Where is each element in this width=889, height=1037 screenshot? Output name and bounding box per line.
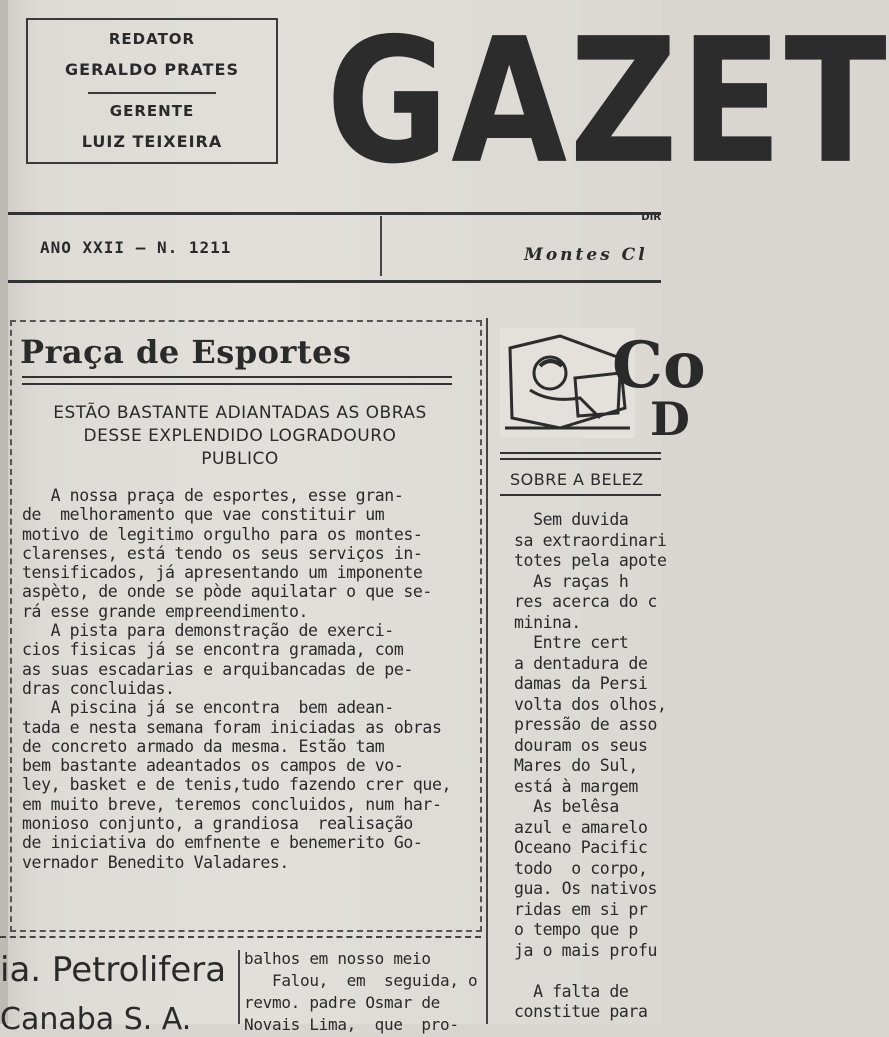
right-column-rule-1 bbox=[500, 452, 661, 454]
right-column-line: Sem duvida bbox=[514, 510, 629, 529]
article-line: A nossa praça de esportes, esse gran- bbox=[22, 486, 404, 505]
right-column-line: azul e amarelo bbox=[514, 817, 648, 837]
article-line: as suas escadarias e arquibancadas de pe- bbox=[22, 659, 413, 679]
issue-number: ANO XXII — N. 1211 bbox=[40, 238, 232, 257]
ad-company-name: ia. Petrolifera bbox=[0, 950, 227, 990]
right-column-line: res acerca do c bbox=[514, 592, 658, 611]
right-column bbox=[490, 320, 706, 1024]
article-subhead bbox=[30, 402, 450, 471]
previous-page-edge bbox=[0, 0, 8, 1024]
right-column-line: douram os seus bbox=[514, 735, 648, 755]
right-column-rule-2 bbox=[500, 458, 661, 460]
right-column-body bbox=[514, 510, 667, 1023]
article-line: em muito breve, teremos concluidos, num har- bbox=[22, 794, 442, 814]
right-column-line: A falta de bbox=[514, 981, 629, 1001]
article-line: monioso conjunto, a grandiosa realisação bbox=[22, 814, 413, 834]
right-column-line: ridas em si pr bbox=[514, 899, 648, 919]
article-line: cios fisicas já se encontra gramada, com bbox=[22, 640, 404, 660]
column-title-fragment: D bbox=[650, 392, 690, 446]
gerente-label: GERENTE bbox=[109, 102, 195, 120]
bottom-middle-line: Falou, em seguida, o bbox=[244, 971, 478, 990]
right-column-line: todo o corpo, bbox=[514, 858, 648, 878]
article-line: A piscina já se encontra bem adean- bbox=[22, 698, 394, 718]
staff-box bbox=[26, 18, 278, 164]
right-column-line: totes pela apote bbox=[514, 551, 667, 570]
bottom-middle-line: balhos em nosso meio bbox=[244, 949, 431, 968]
article-line: tada e nesta semana foram iniciadas as obras bbox=[22, 717, 442, 737]
article-line: de concreto armado da mesma. Estão tam bbox=[22, 736, 385, 756]
article-line: A pista para demonstração de exerci- bbox=[22, 621, 394, 641]
masthead-rule-top bbox=[8, 212, 661, 215]
article-line: bem bastante adeantados os campos de vo- bbox=[22, 756, 404, 776]
article-line: ley, basket e de tenis,tudo fazendo crer que, bbox=[22, 775, 452, 795]
right-column-line: damas da Persi bbox=[514, 674, 648, 693]
bottom-middle-line: Novais Lima, que pro- bbox=[244, 1015, 459, 1034]
article-line: motivo de legitimo orgulho para os montes- bbox=[22, 524, 423, 544]
article-line: de iniciativa do emfnente e benemerito Go- bbox=[22, 833, 423, 853]
column-divider bbox=[486, 318, 488, 1024]
article-line: vernador Benedito Valadares. bbox=[22, 852, 289, 872]
column-title-initial: Co bbox=[612, 328, 706, 403]
subhead-line: DESSE EXPLENDIDO LOGRADOURO bbox=[83, 426, 397, 446]
gerente-name: LUIZ TEIXEIRA bbox=[81, 132, 223, 151]
right-column-line: constitue para bbox=[514, 1002, 648, 1021]
right-column-line: a dentadura de bbox=[514, 653, 648, 673]
article-line: aspèto, de onde se pòde aquilatar o que se- bbox=[22, 582, 432, 602]
headline-rule-2 bbox=[22, 383, 452, 385]
bottom-divider bbox=[238, 950, 240, 1024]
headline-rule-1 bbox=[22, 376, 452, 378]
redator-label: REDATOR bbox=[108, 30, 196, 48]
right-column-heading: SOBRE A BELEZ bbox=[510, 470, 644, 489]
article-bottom-rule bbox=[0, 936, 481, 938]
right-column-line: Mares do Sul, bbox=[514, 756, 648, 775]
right-column-line: o tempo que p bbox=[514, 920, 638, 939]
right-column-line bbox=[514, 961, 667, 982]
info-bar-divider bbox=[380, 216, 382, 276]
masthead-rule-bottom bbox=[8, 280, 661, 283]
right-column-line: pressão de asso bbox=[514, 715, 658, 734]
bottom-middle-line: revmo. padre Osmar de bbox=[244, 993, 440, 1012]
right-column-line: Oceano Pacific bbox=[514, 838, 648, 857]
staff-divider bbox=[88, 92, 216, 94]
article-line: clarenses, está tendo os seus serviços in- bbox=[22, 543, 423, 563]
article-line: de melhoramento que vae constituir um bbox=[22, 505, 385, 525]
right-column-line: sa extraordinari bbox=[514, 530, 667, 550]
article-headline: Praça de Esportes bbox=[20, 333, 352, 371]
article-body bbox=[22, 486, 458, 872]
article-line: rá esse grande empreendimento. bbox=[22, 601, 309, 621]
article-line: tensificados, já apresentando um imponente bbox=[22, 563, 423, 583]
bottom-middle-text bbox=[244, 948, 477, 1036]
right-column-line: As raças h bbox=[514, 571, 629, 591]
redator-name: GERALDO PRATES bbox=[65, 60, 239, 79]
right-column-line: As belêsa bbox=[514, 797, 619, 816]
masthead-fragment: DIR bbox=[641, 212, 661, 223]
right-column-line: Entre cert bbox=[514, 633, 629, 652]
masthead-title: GAZET bbox=[326, 2, 889, 203]
right-column-heading-rule bbox=[500, 494, 661, 496]
ad-company-name-2: Canaba S. A. bbox=[0, 1002, 192, 1037]
right-column-line: minina. bbox=[514, 612, 581, 632]
subhead-line: ESTÃO BASTANTE ADIANTADAS AS OBRAS bbox=[53, 403, 427, 423]
subhead-line: PUBLICO bbox=[201, 449, 279, 469]
article-line: dras concluidas. bbox=[22, 678, 175, 698]
right-column-line: gua. Os nativos bbox=[514, 879, 658, 898]
city-dateline: Montes Cl bbox=[524, 245, 648, 265]
right-column-line: ja o mais profu bbox=[514, 940, 658, 960]
right-column-line: está à margem bbox=[514, 776, 638, 796]
right-column-line: volta dos olhos, bbox=[514, 694, 667, 714]
